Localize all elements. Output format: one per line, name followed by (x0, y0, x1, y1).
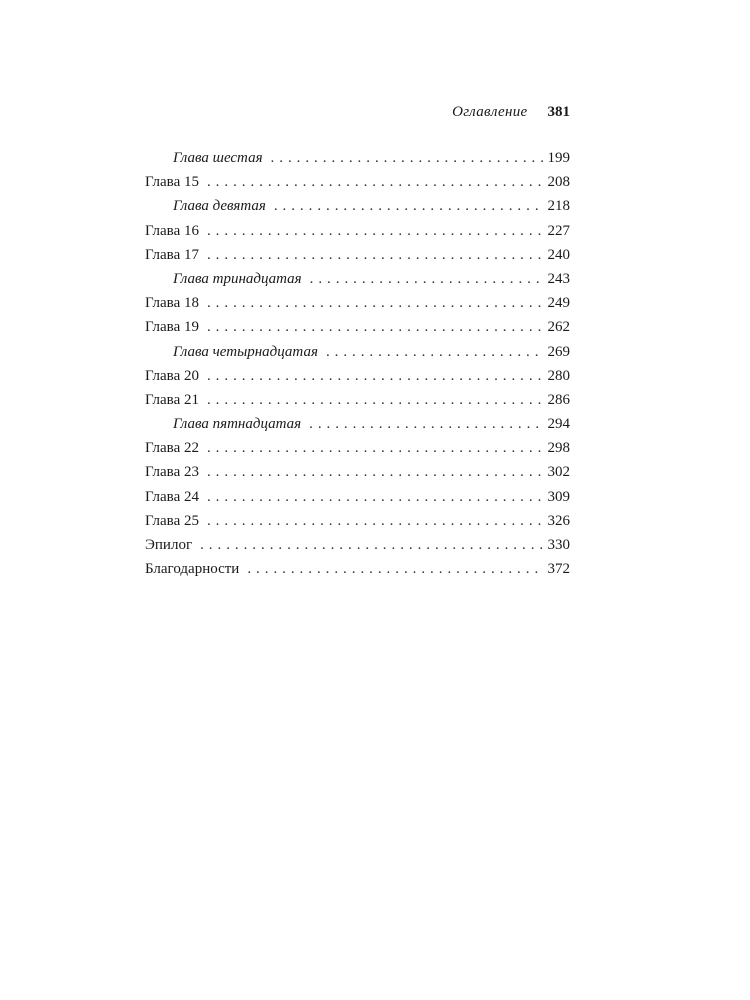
toc-entry-page: 326 (547, 512, 570, 529)
dot-leader (271, 146, 543, 170)
toc-entry[interactable] (145, 170, 570, 194)
dot-leader (207, 509, 543, 533)
toc-entry[interactable] (145, 388, 570, 412)
toc-entry[interactable] (145, 267, 570, 291)
dot-leader (207, 460, 543, 484)
dot-leader (207, 485, 543, 509)
toc-entry-page: 294 (547, 416, 570, 433)
toc-entry[interactable] (145, 291, 570, 315)
dot-leader (207, 243, 543, 267)
toc-entry-title: Глава 24 (145, 488, 199, 505)
toc-entry-page: 330 (547, 537, 570, 553)
toc-entry-page: 208 (547, 174, 570, 191)
toc-entry-title: Глава 19 (145, 319, 199, 336)
toc-entry-title: Глава 20 (145, 367, 199, 384)
toc-entry[interactable] (145, 243, 570, 267)
dot-leader (200, 533, 542, 557)
toc-entry[interactable] (145, 364, 570, 388)
toc-entry-page: 302 (547, 464, 570, 481)
toc-entry[interactable] (145, 557, 570, 581)
dot-leader (207, 436, 543, 460)
toc-entry[interactable] (145, 146, 570, 170)
toc-entry-page: 298 (547, 440, 570, 457)
toc-entry-title: Глава 25 (145, 512, 199, 529)
toc-entry[interactable] (145, 460, 570, 484)
toc-entry-title: Глава 17 (145, 246, 199, 263)
dot-leader (274, 194, 543, 218)
toc-entry[interactable] (145, 219, 570, 243)
toc-entry-page: 240 (547, 246, 570, 263)
section-title: Оглавление (452, 104, 528, 120)
toc-entry[interactable] (145, 194, 570, 218)
dot-leader (207, 170, 543, 194)
toc-entry[interactable] (145, 485, 570, 509)
dot-leader (207, 388, 543, 412)
toc-entry-page: 372 (547, 561, 570, 578)
toc-entry-page: 249 (547, 295, 570, 312)
toc-entry-page: 218 (547, 198, 570, 215)
toc-entry-title: Благодарности (145, 561, 240, 578)
toc-entry-page: 227 (547, 222, 570, 239)
running-head (145, 104, 570, 121)
toc-entry-page: 309 (547, 488, 570, 505)
dot-leader (207, 364, 543, 388)
toc-entry[interactable] (145, 412, 570, 436)
dot-leader (207, 291, 543, 315)
toc-entry[interactable] (145, 509, 570, 533)
toc-entry-title: Глава 22 (145, 440, 199, 457)
toc-entry[interactable] (145, 436, 570, 460)
toc-entry-title: Глава шестая (173, 150, 263, 166)
toc-entry-title: Глава 21 (145, 391, 199, 408)
toc-entry-page: 280 (547, 367, 570, 384)
toc-entry[interactable] (145, 315, 570, 339)
toc-entry-page: 243 (547, 270, 570, 287)
toc-entry-title: Глава 15 (145, 174, 199, 191)
toc-entry[interactable] (145, 340, 570, 364)
toc-entry-title: Глава 18 (145, 295, 199, 312)
toc-entry-title: Глава 16 (145, 222, 199, 239)
dot-leader (310, 267, 543, 291)
dot-leader (207, 315, 543, 339)
toc-entry-title: Эпилог (145, 537, 193, 553)
dot-leader (326, 340, 543, 364)
toc-entry-page: 199 (547, 150, 570, 166)
toc-entry[interactable] (145, 533, 570, 557)
table-of-contents (145, 146, 570, 581)
toc-entry-title: Глава тринадцатая (173, 270, 302, 287)
toc-entry-page: 286 (547, 391, 570, 408)
toc-entry-title: Глава 23 (145, 464, 199, 481)
dot-leader (309, 412, 542, 436)
toc-entry-title: Глава пятнадцатая (173, 416, 302, 433)
dot-leader (247, 557, 542, 581)
dot-leader (207, 219, 543, 243)
toc-entry-page: 269 (547, 343, 570, 360)
toc-entry-page: 262 (547, 319, 570, 336)
toc-entry-title: Глава девятая (173, 198, 266, 215)
toc-entry-title: Глава четырнадцатая (173, 343, 318, 360)
page-number: 381 (547, 104, 570, 120)
